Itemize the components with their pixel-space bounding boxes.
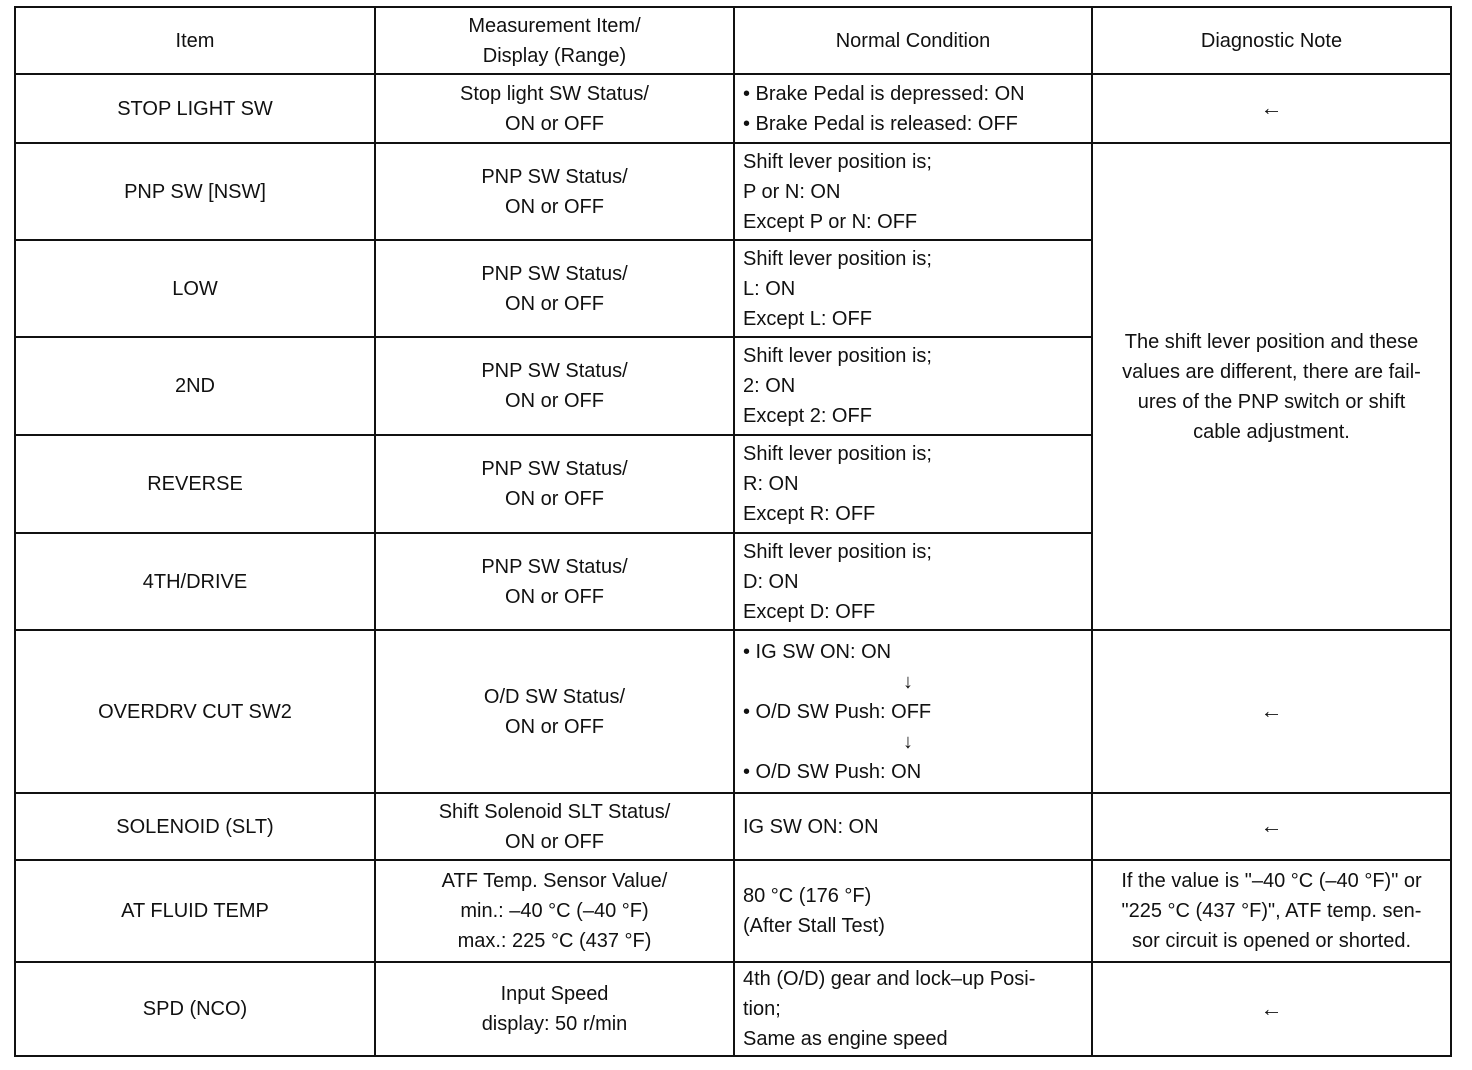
measurement-cell: PNP SW Status/ ON or OFF (375, 435, 734, 533)
left-arrow-icon: ← (1260, 698, 1283, 723)
note-cell (1092, 630, 1451, 793)
item-cell: LOW (15, 240, 375, 337)
item-cell: PNP SW [NSW] (15, 143, 375, 240)
item-cell: SPD (NCO) (15, 962, 375, 1056)
normal-condition-cell: Shift lever position is; L: ON Except L: OFF (734, 240, 1092, 337)
normal-condition-cell: IG SW ON: ON (734, 793, 1092, 860)
measurement-cell: PNP SW Status/ ON or OFF (375, 143, 734, 240)
table-row (15, 74, 1451, 143)
table-row (15, 962, 1451, 1056)
pnp-note-cell: The shift lever position and these values are different, there are fail- ures of the PNP switch or shift cable adjustment. (1092, 143, 1451, 630)
item-cell: REVERSE (15, 435, 375, 533)
header-diagnostic-note: Diagnostic Note (1092, 7, 1451, 74)
left-arrow-icon: ← (1260, 995, 1283, 1021)
header-row (15, 7, 1451, 74)
normal-condition-cell: Shift lever position is; R: ON Except R: OFF (734, 435, 1092, 533)
down-arrow-icon: ↓ (903, 670, 913, 693)
normal-condition-cell: • Brake Pedal is depressed: ON • Brake Pedal is released: OFF (734, 74, 1092, 143)
item-cell: SOLENOID (SLT) (15, 793, 375, 860)
normal-condition-cell: Shift lever position is; P or N: ON Except P or N: OFF (734, 143, 1092, 240)
normal-condition-cell: 4th (O/D) gear and lock–up Posi- tion; Same as engine speed (734, 962, 1092, 1056)
header-item: Item (15, 7, 375, 74)
item-cell: AT FLUID TEMP (15, 860, 375, 962)
item-cell: 2ND (15, 337, 375, 435)
table-row (15, 793, 1451, 860)
left-arrow-icon: ← (1260, 95, 1283, 120)
header-normal-condition: Normal Condition (734, 7, 1092, 74)
down-arrow-icon: ↓ (903, 730, 913, 753)
normal-condition-cell: Shift lever position is; D: ON Except D: OFF (734, 533, 1092, 630)
measurement-cell: Shift Solenoid SLT Status/ ON or OFF (375, 793, 734, 860)
left-arrow-icon: ← (1260, 813, 1283, 838)
note-cell: If the value is "–40 °C (–40 °F)" or "225 °C (437 °F)", ATF temp. sen- sor circuit is opened or shorted. (1092, 860, 1451, 962)
diagnostic-table (14, 6, 1452, 1057)
normal-condition-cell: 80 °C (176 °F) (After Stall Test) (734, 860, 1092, 962)
measurement-cell: ATF Temp. Sensor Value/ min.: –40 °C (–40 °F) max.: 225 °C (437 °F) (375, 860, 734, 962)
measurement-cell: PNP SW Status/ ON or OFF (375, 533, 734, 630)
item-cell: 4TH/DRIVE (15, 533, 375, 630)
table-row (15, 860, 1451, 962)
item-cell: OVERDRV CUT SW2 (15, 630, 375, 793)
header-measurement: Measurement Item/ Display (Range) (375, 7, 734, 74)
note-cell (1092, 793, 1451, 860)
normal-condition-cell: • IG SW ON: ON ↓ • O/D SW Push: OFF ↓ • O/D SW Push: ON (734, 630, 1092, 793)
table-row (15, 143, 1451, 240)
table-row (15, 630, 1451, 793)
normal-condition-cell: Shift lever position is; 2: ON Except 2: OFF (734, 337, 1092, 435)
measurement-cell: O/D SW Status/ ON or OFF (375, 630, 734, 793)
measurement-cell: Stop light SW Status/ ON or OFF (375, 74, 734, 143)
note-cell (1092, 962, 1451, 1056)
measurement-cell: Input Speed display: 50 r/min (375, 962, 734, 1056)
measurement-cell: PNP SW Status/ ON or OFF (375, 240, 734, 337)
note-cell (1092, 74, 1451, 143)
measurement-cell: PNP SW Status/ ON or OFF (375, 337, 734, 435)
item-cell: STOP LIGHT SW (15, 74, 375, 143)
